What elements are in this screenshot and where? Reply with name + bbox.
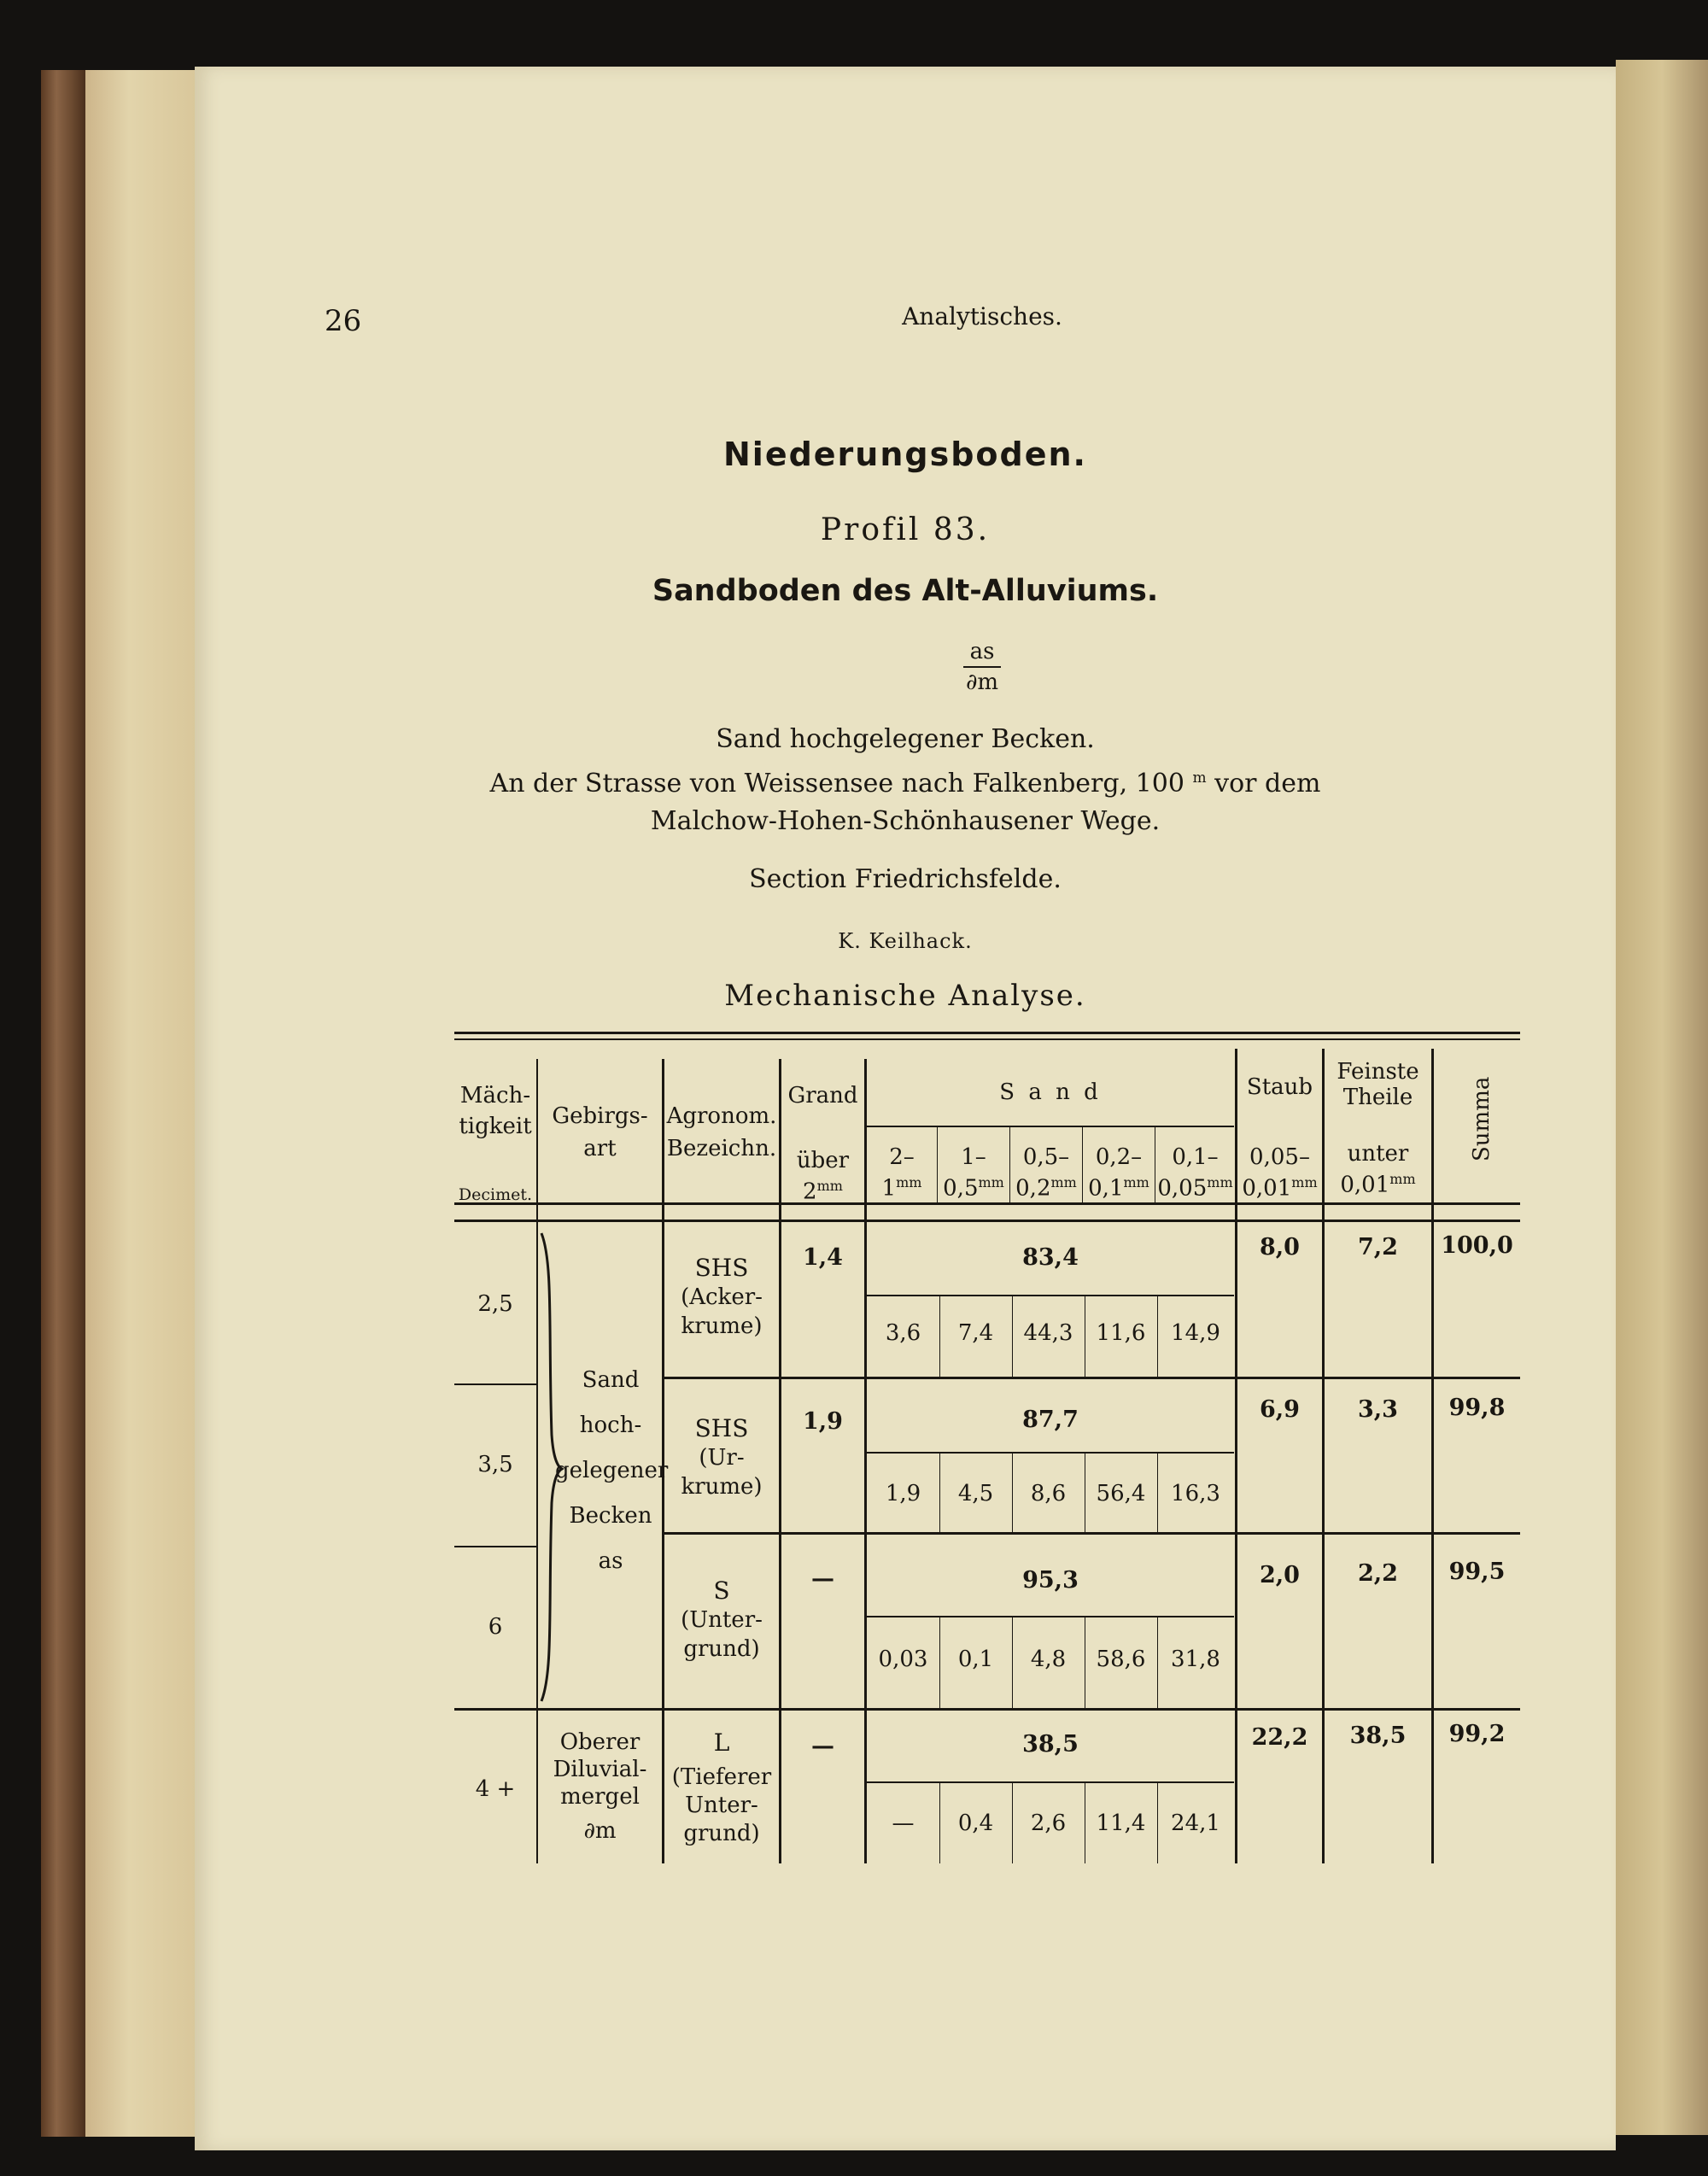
table-row-summa: 99,5 [1448, 1559, 1506, 1585]
hdr-sand-col: 0,2– $0,1^{mm}$ [1088, 1144, 1149, 1202]
table-row-grand: — [811, 1733, 834, 1759]
sand-sep-2 [867, 1452, 1234, 1454]
table-row-sand-value: 4,8 [1030, 1647, 1067, 1672]
hdr-grand: Grand [787, 1083, 858, 1108]
section-heading: Niederungsboden. [722, 436, 1087, 473]
table-row-sand-value: 14,9 [1171, 1320, 1220, 1346]
table-row-sand-total: 95,3 [1022, 1567, 1079, 1594]
table-row-sand-total: 83,4 [1022, 1244, 1079, 1271]
table-row-staub: 6,9 [1260, 1396, 1300, 1423]
table-row-depth: 2,5 [477, 1291, 513, 1317]
table-row-sand-value: 16,3 [1171, 1481, 1220, 1506]
table-row-depth: 3,5 [477, 1452, 513, 1477]
table-row-sand-value: 0,03 [878, 1647, 928, 1672]
depth-sep-1 [454, 1383, 536, 1385]
table-row-feinste: 7,2 [1358, 1234, 1398, 1261]
hdr-sand-col: 0,5– $0,2^{mm}$ [1015, 1144, 1077, 1202]
hdr-grand-sub: über $2^{mm}$ [796, 1148, 850, 1205]
body-top-rule [454, 1220, 1520, 1222]
hdr-maechtigkeit-unit: Decimet. [458, 1185, 533, 1204]
formula [939, 639, 1025, 695]
table-row-sand-value: 4,5 [957, 1481, 994, 1506]
formula-denominator: ∂m [965, 670, 999, 695]
header-bottom-rule [454, 1202, 1520, 1205]
table-row-depth: 6 [488, 1614, 503, 1640]
sand-header-rule [867, 1126, 1234, 1127]
table-row-sand-value: 3,6 [885, 1320, 921, 1346]
table-row-summa: 100,0 [1441, 1232, 1513, 1259]
table-row-sand-value: 8,6 [1030, 1481, 1067, 1506]
table-row-sand-value: 2,6 [1030, 1810, 1067, 1836]
hdr-sand-col: 0,1– $0,05^{mm}$ [1157, 1144, 1233, 1202]
hdr-feinste-sub: unter $0,01^{mm}$ [1340, 1141, 1416, 1198]
row-sep-1 [664, 1377, 1520, 1379]
table-row-sand-value: 1,9 [885, 1481, 921, 1506]
hdr-sand: S a n d [999, 1079, 1102, 1105]
table-row-feinste: 38,5 [1349, 1723, 1407, 1749]
table-row-staub: 22,2 [1251, 1724, 1308, 1751]
hdr-sand-col: 2– $1^{mm}$ [881, 1144, 922, 1202]
table-row-sand-total: 87,7 [1022, 1407, 1079, 1433]
book-binding [41, 70, 85, 2137]
table-row-sand-value: 24,1 [1171, 1810, 1220, 1836]
hdr-summa: Summa [1469, 1076, 1494, 1161]
table-row-feinste: 3,3 [1358, 1396, 1398, 1423]
page-stack-right [1616, 60, 1708, 2135]
table-row-sand-value: 58,6 [1096, 1647, 1146, 1672]
running-head: Analytisches. [902, 302, 1062, 330]
hdr-sand-col: 1– $0,5^{mm}$ [943, 1144, 1004, 1202]
sand-sep-1 [867, 1295, 1234, 1296]
hdr-feinste: Feinste Theile [1337, 1059, 1419, 1110]
section-name: Section Friedrichsfelde. [749, 864, 1062, 894]
hdr-gebirgsart: Gebirgs- art [552, 1103, 648, 1161]
hdr-maechtigkeit: Mäch- tigkeit [459, 1083, 532, 1139]
table-row-sand-value: 44,3 [1023, 1320, 1073, 1346]
profile-heading: Profil 83. [820, 512, 991, 547]
table-row-sand-value: 11,6 [1096, 1320, 1146, 1346]
description-line-3: Malchow-Hohen-Schönhausener Wege. [650, 806, 1161, 836]
table-row-sand-value: 11,4 [1096, 1810, 1146, 1836]
table-row-sand-value: 31,8 [1171, 1647, 1220, 1672]
sand-sep-4 [867, 1781, 1234, 1783]
hdr-agronom: Agronom. Bezeichn. [666, 1103, 777, 1161]
table-row-summa: 99,8 [1448, 1395, 1506, 1421]
gebirgsart-sand-group: Sand hoch- gelegener Becken as [555, 1367, 669, 1574]
page-stack-left [85, 70, 195, 2137]
table-row-sand-total: 38,5 [1022, 1731, 1079, 1758]
table-top-rule-2 [454, 1038, 1520, 1040]
table-row-agronom: SHS (Ur- krume) [681, 1414, 763, 1500]
row-sep-3 [454, 1708, 1520, 1711]
table-row-staub: 2,0 [1260, 1562, 1300, 1588]
table-row-sand-value: — [892, 1810, 915, 1836]
sand-sep-3 [867, 1616, 1234, 1617]
table-row-gebirgsart: Oberer Diluvial- mergel ∂m [553, 1729, 647, 1844]
table-row-feinste: 2,2 [1358, 1560, 1398, 1587]
table-row-grand: 1,9 [803, 1408, 843, 1435]
description-line-2: An der Strasse von Weissensee nach Falkenberg, 100 $^m$ vor dem [489, 769, 1321, 798]
table-row-sand-value: 7,4 [957, 1320, 994, 1346]
table-row-summa: 99,2 [1448, 1721, 1506, 1747]
table-row-staub: 8,0 [1260, 1234, 1300, 1261]
table-row-agronom: SHS (Acker- krume) [681, 1254, 763, 1339]
row-sep-2 [664, 1532, 1520, 1535]
table-top-rule [454, 1032, 1520, 1034]
author: K. Keilhack. [838, 929, 973, 953]
hdr-staub-sub: 0,05– $0,01^{mm}$ [1242, 1144, 1318, 1202]
page-number: 26 [325, 304, 362, 338]
formula-numerator: as [963, 639, 1001, 668]
analysis-title: Mechanische Analyse. [724, 979, 1086, 1013]
table-row-agronom: L (Tieferer Unter- grund) [671, 1729, 772, 1846]
table-row-sand-value: 0,4 [957, 1810, 994, 1836]
table-row-agronom: S (Unter- grund) [681, 1576, 763, 1662]
title-heading: Sandboden des Alt-Alluviums. [652, 574, 1159, 608]
table-row-grand: — [811, 1565, 834, 1592]
depth-sep-2 [454, 1546, 536, 1547]
table-row-sand-value: 0,1 [957, 1647, 994, 1672]
table-row-grand: 1,4 [803, 1244, 843, 1271]
table-row-depth: 4 + [475, 1776, 516, 1802]
table-row-sand-value: 56,4 [1096, 1481, 1146, 1506]
description-line-1: Sand hochgelegener Becken. [716, 724, 1095, 754]
hdr-staub: Staub [1246, 1074, 1313, 1100]
